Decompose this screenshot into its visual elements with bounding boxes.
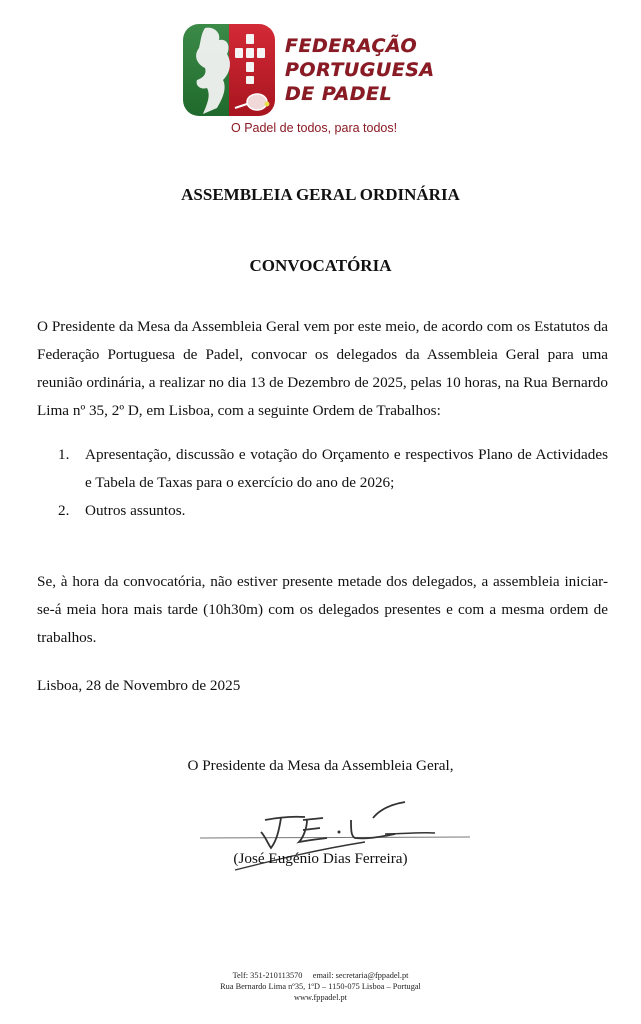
document-subtitle: CONVOCATÓRIA	[249, 256, 392, 275]
agenda-item-text: Apresentação, discussão e votação do Orçamento e respectivos Plano de Actividades e Tabela de Taxas para o exercício do ano de 2026;	[85, 446, 608, 491]
fpp-padel-player-icon	[183, 24, 275, 116]
intro-paragraph: O Presidente da Mesa da Assembleia Geral vem por este meio, de acordo com os Estatutos da Federação Portuguesa de Padel, convocar os delegados da Assembleia Geral para uma reunião ordinária, a realizar no dia 13 de Dezembro de 2025, pelas 10 horas, na Rua Bernardo Lima nº 35, 2º D, em Lisboa, com a seguinte Ordem de Trabalhos:	[37, 318, 608, 419]
logo-line: FEDERAÇÃO	[285, 35, 418, 57]
agenda-item	[58, 441, 608, 497]
logo-line: PORTUGUESA	[285, 59, 435, 81]
signatory-role: O Presidente da Mesa da Assembleia Geral,	[187, 757, 454, 774]
logo-wordmark	[285, 34, 435, 106]
footer-address: Rua Bernardo Lima nº35, 1ºD – 1150-075 Lisboa – Portugal	[220, 982, 421, 991]
signatory-name: (José Eugénio Dias Ferreira)	[233, 850, 408, 867]
logo-tagline: O Padel de todos, para todos!	[231, 121, 398, 135]
footer-contact	[0, 970, 641, 1003]
agenda-item-text: Outros assuntos.	[85, 502, 186, 519]
federation-logo	[183, 24, 463, 144]
agenda-item-number: 2.	[58, 502, 70, 519]
logo-line: DE PADEL	[285, 83, 393, 105]
document-title: ASSEMBLEIA GERAL ORDINÁRIA	[181, 185, 460, 204]
footer-website: www.fppadel.pt	[294, 993, 347, 1002]
agenda-item	[58, 497, 608, 525]
place-date: Lisboa, 28 de Novembro de 2025	[37, 677, 241, 694]
footer-phone-email: Telf: 351-210113570 email: secretaria@fppadel.pt	[232, 971, 409, 980]
agenda-item-number: 1.	[58, 446, 70, 463]
agenda-list	[58, 441, 608, 525]
quorum-paragraph: Se, à hora da convocatória, não estiver presente metade dos delegados, a assembleia iniciar-se-á meia hora mais tarde (10h30m) com os delegados presentes e com a mesma ordem de trabalhos.	[37, 573, 608, 646]
